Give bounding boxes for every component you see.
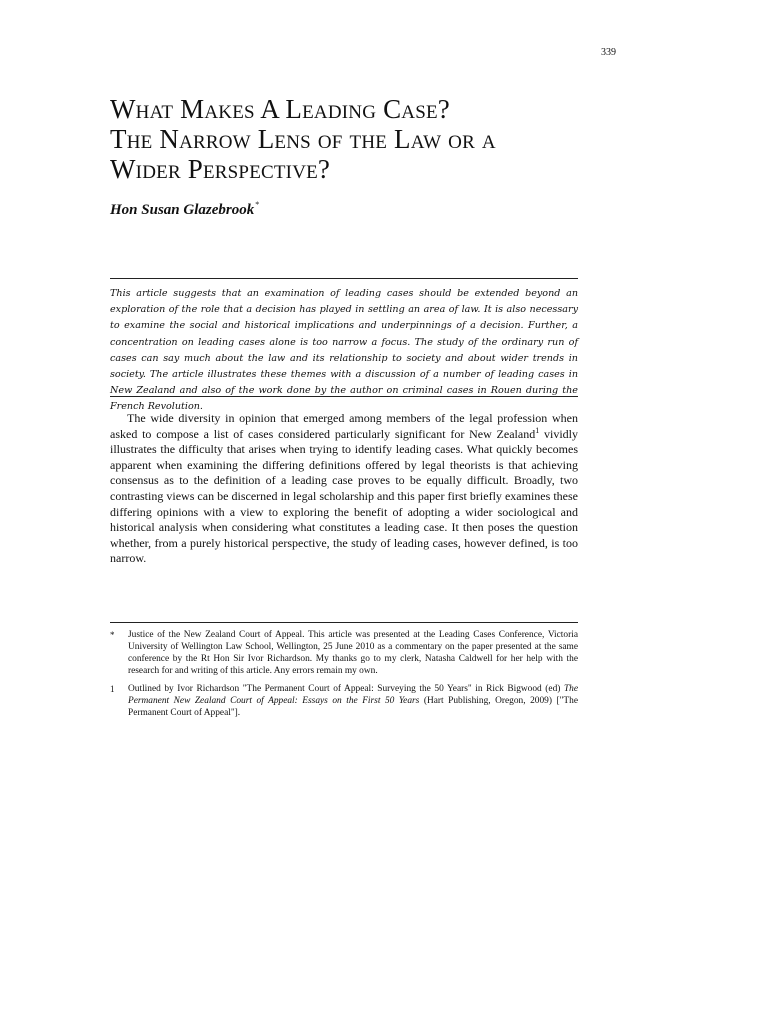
body-paragraph [110, 411, 578, 567]
page-number: 339 [601, 47, 616, 58]
author-footnote-mark: * [255, 200, 260, 209]
author-name: Hon Susan Glazebrook [110, 202, 255, 218]
footnote-ref-1: 1 [535, 425, 540, 435]
footnote-book-title: The Permanent New Zealand Court of Appeal: Essays on the First 50 Years [128, 684, 578, 706]
title-line-2: The Narrow Lens of the Law or a [110, 124, 496, 154]
article-title [110, 94, 630, 184]
footnote-text-b: (Hart Publishing, Oregon, 2009) ["The Permanent Court of Appeal"]. [128, 696, 578, 718]
author-byline [110, 202, 259, 219]
title-line-3: Wider Perspective? [110, 154, 331, 184]
body-text-part-2: vividly illustrates the difficulty that arises when trying to identify leading cases. What quickly becomes apparent when examining the differing definitions offered by legal theorists is that achieving consensus as to the definition of a leading case proves to be equally difficult. Broadly, two contrasting views can be discerned in legal scholarship and this paper first briefly examines these differing opinions with a view to exploring the benefit of adopting a wider sociological and historical analysis when considering what constitutes a leading case. It then poses the question whether, from a purely historical perspective, the study of leading cases, however defined, is too narrow. [110, 426, 578, 566]
abstract-bottom-rule [110, 396, 578, 397]
body-text-part-1: The wide diversity in opinion that emerged among members of the legal profession when asked to compose a list of cases considered particularly significant for New Zealand [110, 411, 578, 441]
abstract: This article suggests that an examination of leading cases should be extended beyond an exploration of the role that a decision has played in settling an area of law. It is also necessary to examine the social and historical implications and underpinnings of a decision. Further, a concentration on leading cases alone is too narrow a focus. The study of the ordinary run of cases can say much about the law and its relationship to society and about wider trends in society. The article illustrates these themes with a discussion of a number of leading cases in New Zealand and also of the work done by the author on criminal cases in Rouen during the French Revolution. [110, 288, 578, 413]
footnotes [110, 629, 578, 725]
footnote-text: Justice of the New Zealand Court of Appeal. This article was presented at the Leading Cases Conference, Victoria University of Wellington Law School, Wellington, 25 June 2010 as a commentary on the paper presented at the same conference by the Rt Hon Sir Ivor Richardson. My thanks go to my clerk, Natasha Caldwell for her help with the research for and writing of this article. Any errors remain my own. [128, 630, 578, 676]
footnote-text-a: Outlined by Ivor Richardson "The Permanent Court of Appeal: Surveying the 50 Years" in Rick Bigwood (ed) [128, 684, 564, 694]
title-line-1: What Makes A Leading Case? [110, 94, 450, 124]
footnote-1 [110, 683, 578, 719]
footnote-mark: * [110, 630, 115, 640]
footnote-mark: 1 [110, 684, 115, 694]
abstract-top-rule [110, 278, 578, 279]
footnote-separator [110, 622, 578, 623]
footnote-author [110, 629, 578, 677]
